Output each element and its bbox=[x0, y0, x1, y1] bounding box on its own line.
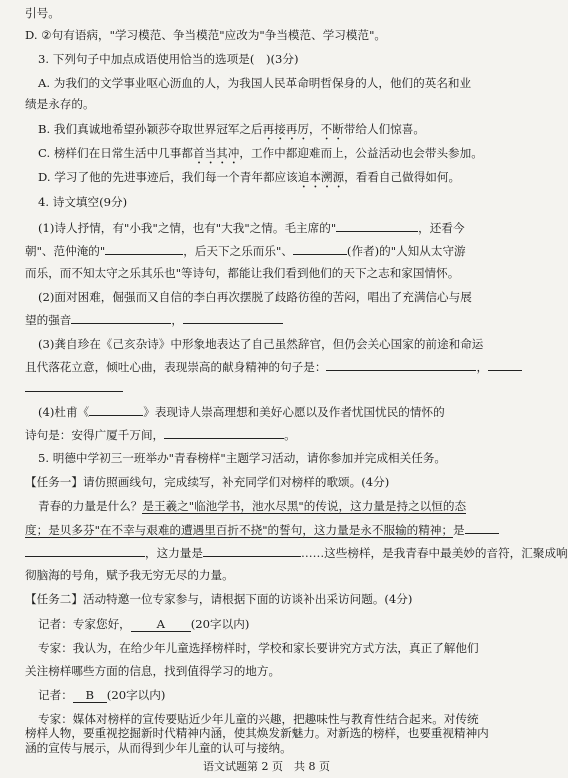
option-a-line2: 绩是永存的。 bbox=[25, 97, 95, 111]
reporter-question-a bbox=[38, 617, 513, 632]
poem-q4-line2 bbox=[25, 427, 513, 442]
word-limit: (20字以内) bbox=[106, 688, 166, 702]
text-span: ，这力量是 bbox=[145, 546, 203, 560]
answer-blank[interactable] bbox=[25, 380, 123, 392]
poem-q3-line1: (3)龚自珍在《己亥杂诗》中形象地表达了自己虽然辞官，但仍会关心国家的前途和命运 bbox=[38, 337, 484, 351]
text-span: ， bbox=[171, 313, 183, 327]
expert-line1: 专家：我认为，在给少年儿童选择榜样时，学校和家长要讲究方式方法，真正了解他们 bbox=[38, 641, 479, 655]
page-footer: 语文试题第 2 页 共 8 页 bbox=[203, 760, 330, 773]
task-1-line3 bbox=[25, 545, 568, 560]
expert-line3: 专家：媒体对榜样的宣传要贴近少年儿童的兴趣，把趣味性与教育性结合起来。对传统 bbox=[38, 712, 479, 726]
speaker-text: 记者： bbox=[38, 688, 73, 702]
text-span: ，还看今 bbox=[418, 221, 465, 235]
word-limit: (20字以内) bbox=[190, 617, 250, 631]
poem-q1-line3: 而乐，而不知太守之乐其乐也"等诗句，都能让我们看到他们的天下之志和家国情怀。 bbox=[25, 266, 460, 280]
answer-blank[interactable] bbox=[203, 545, 301, 557]
expert-line2: 关注榜样哪些方面的信息，找到值得学习的地方。 bbox=[25, 664, 281, 678]
text-span: (4)杜甫《 bbox=[38, 405, 90, 419]
answer-blank[interactable] bbox=[25, 545, 145, 557]
option-c-tail: ，工作中都迎难而上，公益活动也会带头参加。 bbox=[239, 146, 483, 160]
text-span: 青春的力量是什么？ bbox=[38, 499, 143, 513]
text-span: 望的强音 bbox=[25, 313, 72, 327]
text-span: ，后天下之乐而乐"、 bbox=[183, 244, 293, 258]
dotted-idiom: 追本溯源 bbox=[297, 170, 345, 184]
answer-blank[interactable] bbox=[293, 243, 347, 255]
text-span: 朝"、范仲淹的" bbox=[25, 244, 106, 258]
task-1-line2 bbox=[25, 522, 513, 537]
option-c-text: C. 榜样们在日常生活中几事都 bbox=[38, 146, 193, 160]
question-5: 5. 明德中学初三一班举办"青春榜样"主题学习活动，请你参加并完成相关任务。 bbox=[38, 451, 447, 465]
dotted-idiom: 再接再厉 bbox=[262, 122, 309, 136]
poem-q1-line1 bbox=[38, 220, 513, 235]
answer-blank[interactable] bbox=[336, 220, 418, 232]
option-d bbox=[38, 170, 513, 191]
answer-blank[interactable] bbox=[465, 522, 499, 534]
question-3: 3. 下列句子中加点成语使用恰当的选项是( )(3分) bbox=[38, 52, 299, 66]
option-c bbox=[38, 146, 513, 167]
poem-q2-line1: (2)面对困难，倔强而又自信的李白再次摆脱了歧路彷徨的苦闷，唱出了充满信心与展 bbox=[38, 290, 472, 304]
text-span: 诗句是：安得广厦千万间， bbox=[25, 428, 165, 442]
task-1-line4: 彻脑海的号角，赋予我无穷无尽的力量。 bbox=[25, 568, 234, 582]
answer-blank[interactable] bbox=[89, 404, 143, 416]
poem-q2-line2 bbox=[25, 312, 513, 327]
answer-blank[interactable] bbox=[164, 427, 284, 439]
text-span: ， bbox=[476, 360, 489, 374]
expert-line5: 涵的宣传与展示，从而得到少年儿童的认可与接纳。 bbox=[25, 741, 292, 755]
task-2-heading: 【任务二】活动特邀一位专家参与，请根据下面的访谈补出采访问题。(4分) bbox=[25, 592, 413, 606]
option-b-tail: 带给人们惊喜。 bbox=[343, 122, 425, 136]
poem-q4-line1 bbox=[38, 404, 513, 419]
task-1-line1 bbox=[38, 499, 513, 513]
poem-q3-line2 bbox=[25, 359, 513, 374]
poem-q1-line2 bbox=[25, 243, 513, 258]
dotted-word: 不断 bbox=[320, 122, 344, 136]
option-d-q2: D. ②句有语病，"学习模范、争当模范"应改为"争当模范、学习模范"。 bbox=[25, 28, 387, 42]
reporter-question-b bbox=[38, 688, 513, 703]
answer-b-blank[interactable]: B bbox=[73, 688, 107, 703]
text-line: 引号。 bbox=[25, 6, 60, 20]
text-span: ……这些榜样，是我青春中最美妙的音符，汇聚成响 bbox=[300, 546, 568, 560]
option-a-line1: A. 为我们的文学事业呕心沥血的人，为我国人民革命明哲保身的人，他们的英名和业 bbox=[38, 76, 472, 90]
answer-blank[interactable] bbox=[71, 312, 171, 324]
option-b-text: B. 我们真诚地希望孙颖莎夺取世界冠军之后 bbox=[38, 122, 263, 136]
question-4: 4. 诗文填空(9分) bbox=[38, 195, 128, 209]
underlined-sentence: 是王羲之"临池学书，池水尽黑"的传说，这力量是持之以恒的态 bbox=[142, 499, 467, 513]
option-b bbox=[38, 122, 513, 143]
task-1-heading: 【任务一】请仿照画线句，完成续写，补充同学们对榜样的歌颂。(4分) bbox=[25, 475, 390, 489]
text-span: 》表现诗人崇高理想和美好心愿以及作者忧国忧民的情怀的 bbox=[143, 405, 445, 419]
text-span: (1)诗人抒情，有"小我"之情，也有"大我"之情。毛主席的" bbox=[38, 221, 337, 235]
text-span: 。 bbox=[284, 428, 296, 442]
answer-a-blank[interactable]: A bbox=[131, 617, 191, 632]
text-span: 是 bbox=[453, 523, 465, 537]
answer-blank[interactable] bbox=[326, 359, 476, 371]
comma: ， bbox=[308, 122, 321, 136]
answer-blank[interactable] bbox=[488, 359, 522, 371]
answer-blank[interactable] bbox=[183, 312, 283, 324]
underlined-sentence: 度；是贝多芬"在不幸与艰难的遭遇里百折不挠"的誓句，这力量是永不服输的精神； bbox=[25, 523, 454, 537]
answer-blank[interactable] bbox=[105, 243, 183, 255]
option-d-tail: ，看看自己做得如何。 bbox=[344, 170, 461, 184]
speaker-text: 记者：专家您好， bbox=[38, 617, 131, 631]
text-span: 且代落花立意，倾吐心曲，表现崇高的献身精神的句子是： bbox=[25, 360, 327, 374]
option-d-text: D. 学习了他的先进事迹后，我们每一个青年都应该 bbox=[38, 170, 298, 184]
dotted-idiom: 首当其冲 bbox=[192, 146, 240, 160]
poem-q3-line3 bbox=[25, 380, 513, 395]
expert-line4: 榜样人物，要重视挖掘新时代精神内涵，使其焕发新魅力。对新选的榜样，也要重视精神内 bbox=[25, 726, 489, 740]
text-span: (作者)的"人知从太守游 bbox=[346, 244, 466, 258]
